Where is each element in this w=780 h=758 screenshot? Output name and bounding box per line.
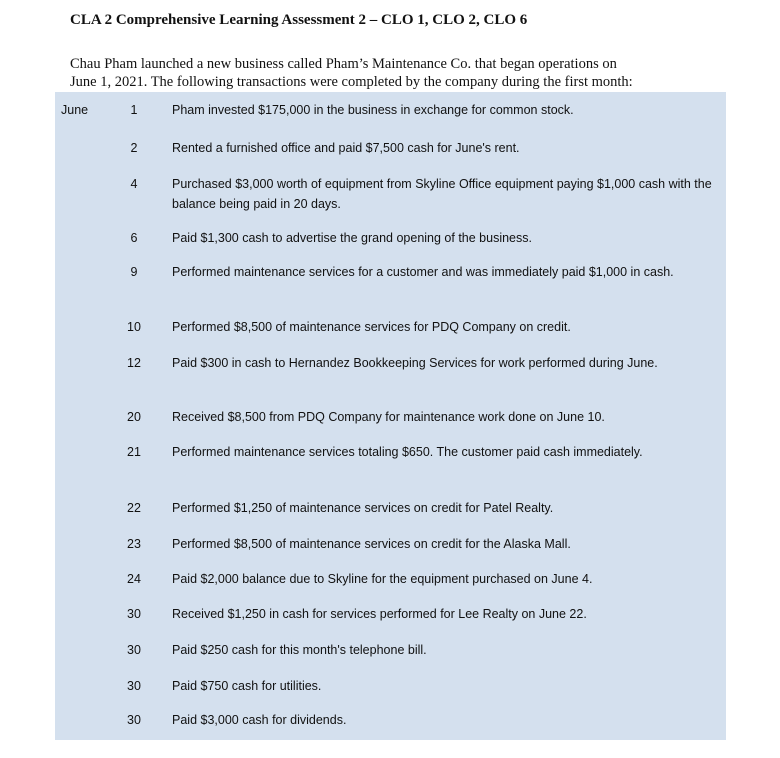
intro-line-2: June 1, 2021. The following transactions were completed by the company during the first month: [70,74,633,90]
day-number: 24 [127,572,141,586]
day-number: 1 [130,103,138,117]
transaction-description: Performed $8,500 of maintenance services for PDQ Company on credit. [172,320,571,334]
day-number: 30 [127,607,141,621]
transaction-description: Performed maintenance services for a customer and was immediately paid $1,000 in cash. [172,265,674,279]
transaction-description: Pham invested $175,000 in the business in exchange for common stock. [172,103,574,117]
day-number: 4 [130,177,138,191]
transaction-description: Paid $750 cash for utilities. [172,679,322,693]
transactions-table [55,92,726,740]
transaction-description: Rented a furnished office and paid $7,500 cash for June's rent. [172,141,520,155]
day-number: 20 [127,410,141,424]
transaction-description: Paid $1,300 cash to advertise the grand opening of the business. [172,231,532,245]
transaction-description: Paid $250 cash for this month's telephone bill. [172,643,427,657]
day-number: 6 [130,231,138,245]
day-number: 22 [127,501,141,515]
day-number: 12 [127,356,141,370]
transaction-description: Received $1,250 in cash for services performed for Lee Realty on June 22. [172,607,587,621]
intro-line-1: Chau Pham launched a new business called Pham’s Maintenance Co. that began operations on [70,56,617,72]
transaction-description: Paid $2,000 balance due to Skyline for the equipment purchased on June 4. [172,572,593,586]
transaction-description: Received $8,500 from PDQ Company for maintenance work done on June 10. [172,410,605,424]
day-number: 2 [130,141,138,155]
transaction-description: Performed $1,250 of maintenance services on credit for Patel Realty. [172,501,554,515]
day-number: 21 [127,445,141,459]
transaction-description: Paid $300 in cash to Hernandez Bookkeeping Services for work performed during June. [172,356,658,370]
transaction-description: Purchased $3,000 worth of equipment from Skyline Office equipment paying $1,000 cash with the balance being paid in 20 days. [172,177,712,211]
day-number: 23 [127,537,141,551]
day-number: 30 [127,713,141,727]
day-number: 9 [130,265,138,279]
document-title: CLA 2 Comprehensive Learning Assessment 2 – CLO 1, CLO 2, CLO 6 [70,12,528,28]
month-label: June [61,103,89,117]
transaction-description: Performed maintenance services totaling $650. The customer paid cash immediately. [172,445,643,459]
day-number: 30 [127,679,141,693]
day-number: 10 [127,320,141,334]
intro-paragraph [70,55,750,91]
day-number: 30 [127,643,141,657]
transaction-description: Paid $3,000 cash for dividends. [172,713,347,727]
transaction-description: Performed $8,500 of maintenance services on credit for the Alaska Mall. [172,537,571,551]
